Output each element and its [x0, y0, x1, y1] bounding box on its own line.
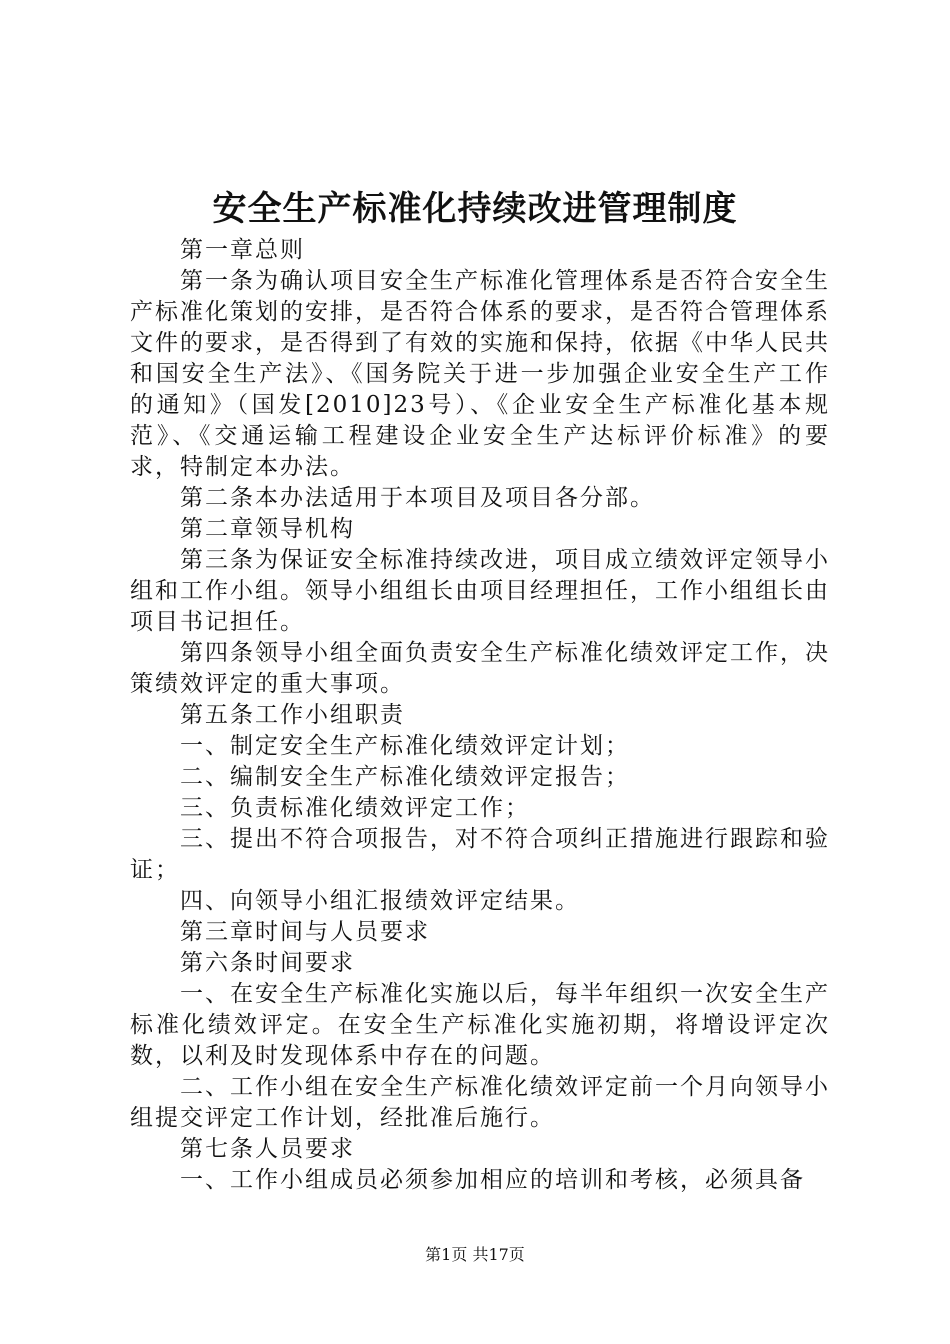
chapter-heading: 第三章时间与人员要求: [180, 919, 430, 945]
list-item: 二、工作小组在安全生产标准化绩效评定前一个月向领导小组提交评定工作计划，经批准后施行。: [130, 1074, 830, 1131]
list-item: 四、向领导小组汇报绩效评定结果。: [180, 888, 580, 914]
article-paragraph: 第七条人员要求: [180, 1136, 355, 1162]
document-title: 安全生产标准化持续改进管理制度: [212, 189, 738, 229]
article-paragraph: 第二条本办法适用于本项目及项目各分部。: [180, 485, 655, 511]
page-footer: 第1页 共17页: [425, 1245, 525, 1264]
article-paragraph: 第四条领导小组全面负责安全生产标准化绩效评定工作，决策绩效评定的重大事项。: [130, 640, 830, 697]
article-paragraph: 第一条为确认项目安全生产标准化管理体系是否符合安全生产标准化策划的安排，是否符合体系的要求，是否符合管理体系文件的要求，是否得到了有效的实施和保持，依据《中华人民共和国安全生产法》、《国务院关于进一步加强企业安全生产工作的通知》（国发[2010]23号）、《企业安全生产标准化基本规范》、《交通运输工程建设企业安全生产达标评价标准》的要求，特制定本办法。: [130, 268, 830, 480]
list-item: 一、在安全生产标准化实施以后，每半年组织一次安全生产标准化绩效评定。在安全生产标准化实施初期，将增设评定次数，以利及时发现体系中存在的问题。: [130, 981, 830, 1069]
article-paragraph: 第六条时间要求: [180, 950, 355, 976]
chapter-heading: 第一章总则: [180, 237, 305, 263]
list-item: 一、工作小组成员必须参加相应的培训和考核，必须具备: [180, 1167, 805, 1193]
article-paragraph: 第三条为保证安全标准持续改进，项目成立绩效评定领导小组和工作小组。领导小组组长由项目经理担任，工作小组组长由项目书记担任。: [130, 547, 830, 635]
chapter-heading: 第二章领导机构: [180, 516, 355, 542]
list-item: 三、提出不符合项报告，对不符合项纠正措施进行跟踪和验证；: [130, 826, 830, 883]
list-item: 一、制定安全生产标准化绩效评定计划；: [180, 733, 630, 759]
list-item: 三、负责标准化绩效评定工作；: [180, 795, 530, 821]
document-body: [130, 235, 830, 1196]
list-item: 二、编制安全生产标准化绩效评定报告；: [180, 764, 630, 790]
article-paragraph: 第五条工作小组职责: [180, 702, 405, 728]
